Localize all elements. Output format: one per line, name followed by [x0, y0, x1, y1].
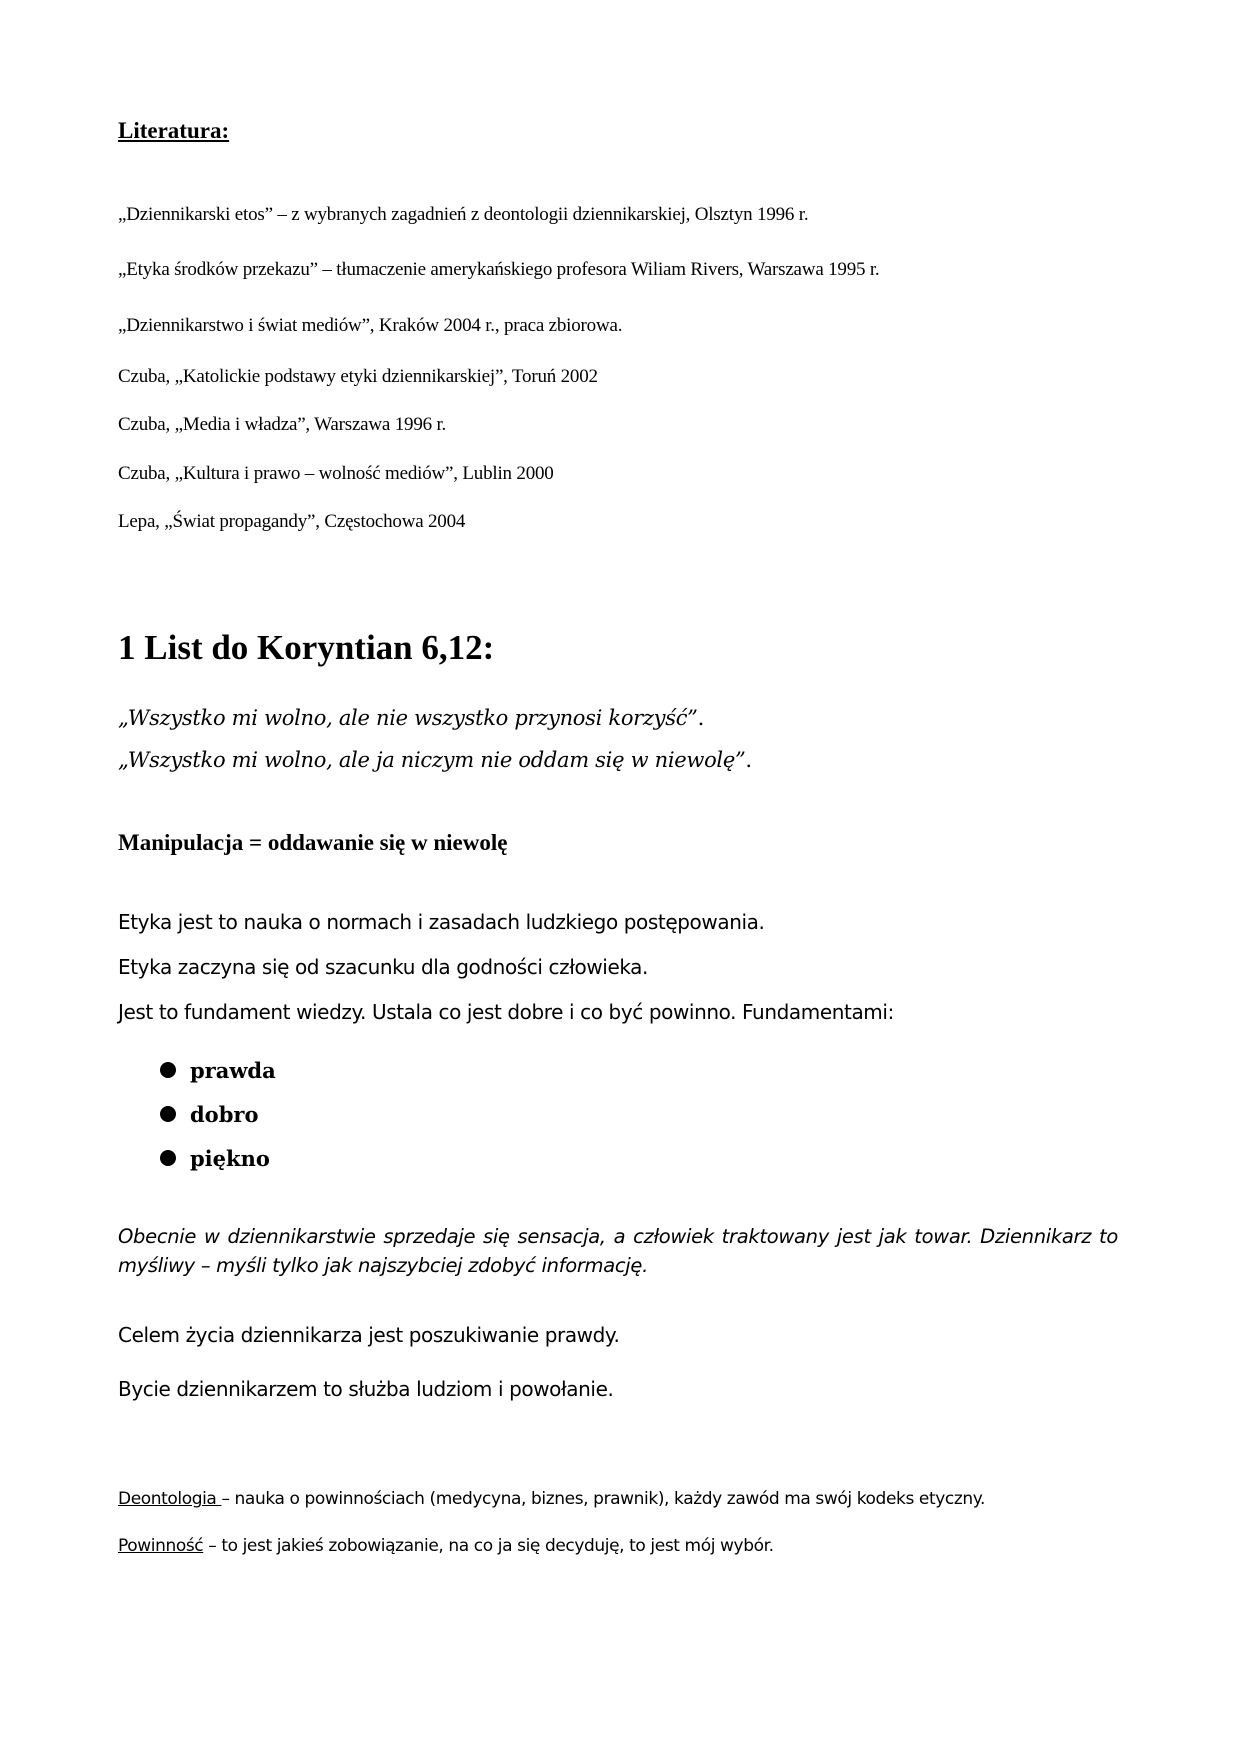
journalism-line: Bycie dziennikarzem to służba ludziom i powołanie. — [118, 1377, 614, 1401]
manipulation-heading: Manipulacja = oddawanie się w niewolę — [118, 830, 508, 855]
literature-item: Czuba, „Media i władza”, Warszawa 1996 r. — [118, 414, 447, 435]
literature-item: Czuba, „Kultura i prawo – wolność mediów”, Lublin 2000 — [118, 463, 554, 484]
foundations-list — [160, 1048, 276, 1180]
quote-end: . — [745, 748, 752, 772]
bible-quote — [118, 706, 704, 730]
foundation-label: dobro — [190, 1101, 259, 1127]
foundation-label: piękno — [190, 1145, 270, 1171]
literature-heading: Literatura: — [118, 118, 230, 143]
section-title: 1 List do Koryntian 6,12: — [118, 628, 495, 667]
literature-item: „Dziennikarstwo i świat mediów”, Kraków 2004 r., praca zbiorowa. — [118, 315, 623, 336]
quote-end: . — [697, 706, 705, 730]
bullet-icon — [160, 1062, 176, 1078]
list-item — [160, 1048, 276, 1092]
journalism-line: Celem życia dziennikarza jest poszukiwanie prawdy. — [118, 1323, 620, 1347]
quote-text: „Wszystko mi wolno, ale nie wszystko przynosi korzyść” — [118, 706, 698, 730]
foundation-label: prawda — [190, 1057, 276, 1083]
list-item — [160, 1136, 276, 1180]
definition-text: – to jest jakieś zobowiązanie, na co ja się decyduję, to jest mój wybór. — [203, 1536, 774, 1556]
bullet-icon — [160, 1150, 176, 1166]
literature-item: Czuba, „Katolickie podstawy etyki dziennikarskiej”, Toruń 2002 — [118, 366, 598, 387]
definition-term: Powinność — [118, 1536, 204, 1556]
definition-powinnosc — [118, 1536, 774, 1556]
ethics-line: Etyka zaczyna się od szacunku dla godności człowieka. — [118, 955, 648, 979]
list-item — [160, 1092, 276, 1136]
definition-term: Deontologia — [118, 1489, 222, 1509]
ethics-line: Jest to fundament wiedzy. Ustala co jest dobre i co być powinno. Fundamentami: — [118, 1000, 894, 1024]
literature-item: Lepa, „Świat propagandy”, Częstochowa 2004 — [118, 511, 466, 532]
ethics-line: Etyka jest to nauka o normach i zasadach ludzkiego postępowania. — [118, 910, 765, 934]
definition-deontologia — [118, 1489, 985, 1509]
literature-item: „Etyka środków przekazu” – tłumaczenie amerykańskiego profesora Wiliam Rivers, Warszawa 1995 r. — [118, 259, 880, 280]
literature-item: „Dziennikarski etos” – z wybranych zagadnień z deontologii dziennikarskiej, Olsztyn 1996 r. — [118, 204, 809, 225]
definition-text: – nauka o powinnościach (medycyna, biznes, prawnik), każdy zawód ma swój kodeks etyczny. — [221, 1489, 985, 1509]
quote-text: „Wszystko mi wolno, ale ja niczym nie oddam się w niewolę” — [118, 748, 746, 772]
bullet-icon — [160, 1106, 176, 1122]
bible-quote — [118, 748, 752, 772]
journalism-paragraph: Obecnie w dziennikarstwie sprzedaje się sensacja, a człowiek traktowany jest jak towar. Dziennikarz to myśliwy – myśli tylko jak najszybciej zdobyć informację. — [118, 1225, 1118, 1277]
